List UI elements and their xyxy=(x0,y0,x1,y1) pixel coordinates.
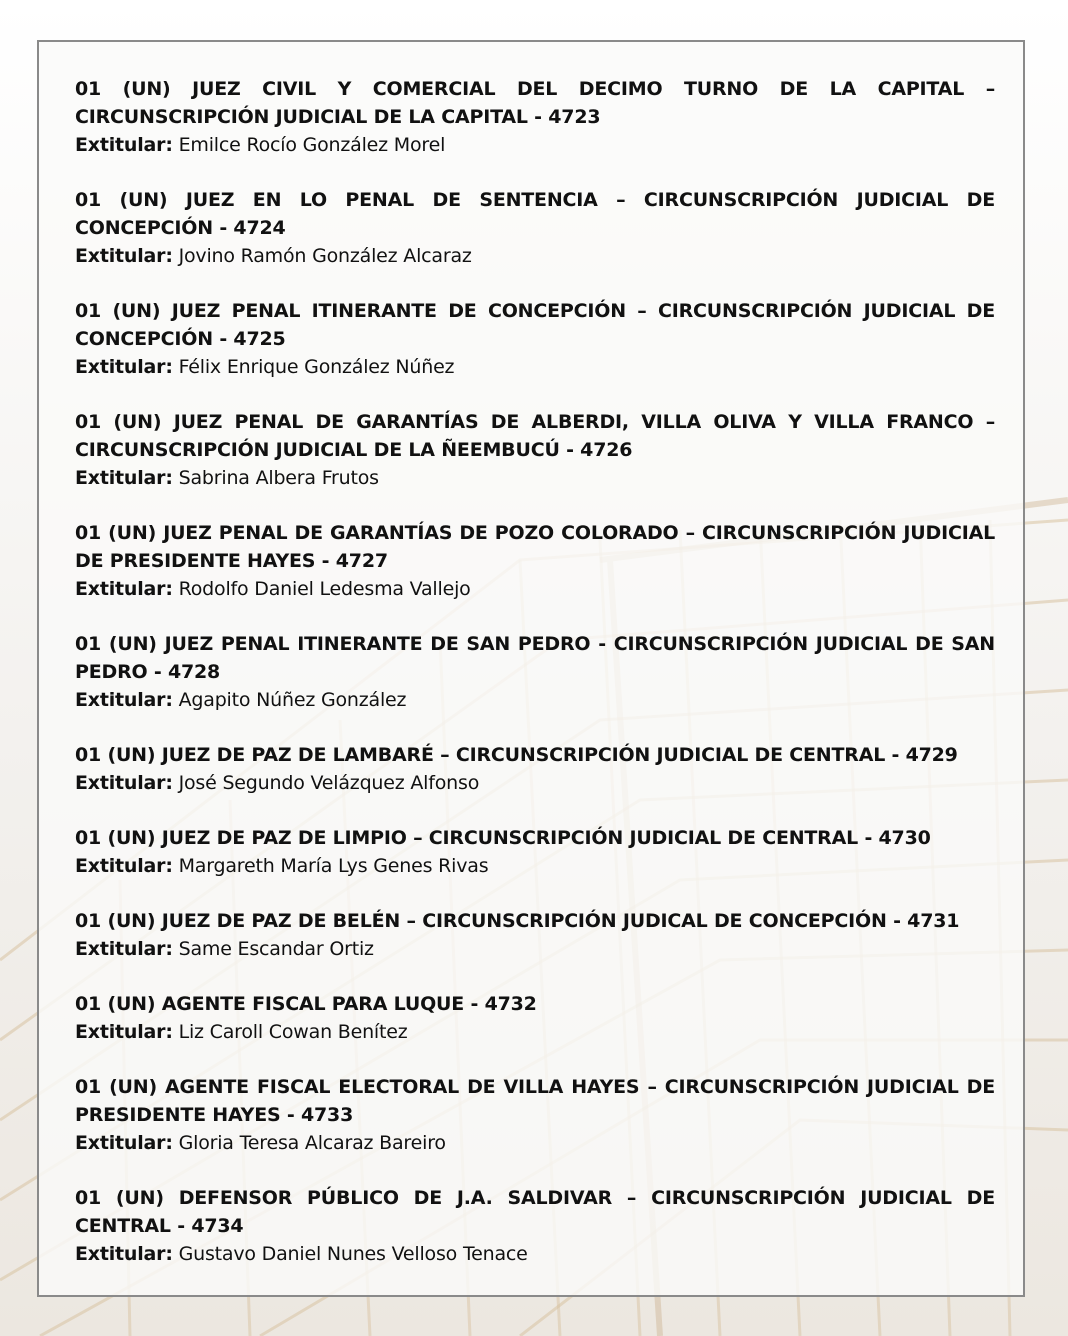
former-holder-line xyxy=(75,1129,995,1157)
entry-list xyxy=(75,75,995,1295)
list-item xyxy=(75,75,995,159)
position-title: 01 (UN) JUEZ DE PAZ DE LAMBARÉ – CIRCUNSCRIPCIÓN JUDICIAL DE CENTRAL - 4729 xyxy=(75,744,958,766)
position-title: 01 (UN) JUEZ DE PAZ DE BELÉN – CIRCUNSCRIPCIÓN JUDICAL DE CONCEPCIÓN - 4731 xyxy=(75,910,960,932)
former-holder-name: Gloria Teresa Alcaraz Bareiro xyxy=(178,1132,446,1154)
former-holder-line xyxy=(75,131,995,159)
former-holder-name: Rodolfo Daniel Ledesma Vallejo xyxy=(178,578,471,600)
list-item xyxy=(75,1073,995,1157)
former-holder-name: Liz Caroll Cowan Benítez xyxy=(178,1021,408,1043)
position-title: 01 (UN) JUEZ PENAL DE GARANTÍAS DE POZO COLORADO – CIRCUNSCRIPCIÓN JUDICIAL DE PRESIDENTE HAYES - 4727 xyxy=(75,522,995,572)
former-holder-label: Extitular: xyxy=(75,855,173,877)
former-holder-label: Extitular: xyxy=(75,1021,173,1043)
former-holder-label: Extitular: xyxy=(75,1132,173,1154)
former-holder-line xyxy=(75,769,995,797)
list-item xyxy=(75,907,995,963)
former-holder-label: Extitular: xyxy=(75,938,173,960)
list-item xyxy=(75,1184,995,1268)
former-holder-line xyxy=(75,1018,995,1046)
position-title: 01 (UN) JUEZ DE PAZ DE LIMPIO – CIRCUNSCRIPCIÓN JUDICIAL DE CENTRAL - 4730 xyxy=(75,827,931,849)
list-item xyxy=(75,408,995,492)
list-item xyxy=(75,990,995,1046)
former-holder-label: Extitular: xyxy=(75,245,173,267)
list-item xyxy=(75,741,995,797)
position-title: 01 (UN) JUEZ PENAL ITINERANTE DE SAN PEDRO - CIRCUNSCRIPCIÓN JUDICIAL DE SAN PEDRO - 4728 xyxy=(75,633,995,683)
position-title: 01 (UN) DEFENSOR PÚBLICO DE J.A. SALDIVAR – CIRCUNSCRIPCIÓN JUDICIAL DE CENTRAL - 4734 xyxy=(75,1187,995,1237)
former-holder-line xyxy=(75,464,995,492)
former-holder-line xyxy=(75,242,995,270)
announcement-panel xyxy=(37,40,1025,1297)
list-item xyxy=(75,824,995,880)
former-holder-line xyxy=(75,852,995,880)
former-holder-label: Extitular: xyxy=(75,772,173,794)
former-holder-name: Agapito Núñez González xyxy=(178,689,407,711)
list-item xyxy=(75,519,995,603)
former-holder-label: Extitular: xyxy=(75,134,173,156)
position-title: 01 (UN) AGENTE FISCAL PARA LUQUE - 4732 xyxy=(75,993,537,1015)
position-title: 01 (UN) JUEZ CIVIL Y COMERCIAL DEL DECIMO TURNO DE LA CAPITAL – CIRCUNSCRIPCIÓN JUDICIAL DE LA CAPITAL - 4723 xyxy=(75,78,995,128)
former-holder-line xyxy=(75,353,995,381)
former-holder-label: Extitular: xyxy=(75,1243,173,1265)
list-item xyxy=(75,297,995,381)
former-holder-name: José Segundo Velázquez Alfonso xyxy=(178,772,480,794)
former-holder-name: Margareth María Lys Genes Rivas xyxy=(178,855,489,877)
former-holder-name: Emilce Rocío González Morel xyxy=(178,134,446,156)
former-holder-name: Félix Enrique González Núñez xyxy=(178,356,455,378)
former-holder-name: Same Escandar Ortiz xyxy=(178,938,374,960)
former-holder-label: Extitular: xyxy=(75,689,173,711)
position-title: 01 (UN) JUEZ EN LO PENAL DE SENTENCIA – CIRCUNSCRIPCIÓN JUDICIAL DE CONCEPCIÓN - 4724 xyxy=(75,189,995,239)
former-holder-label: Extitular: xyxy=(75,356,173,378)
former-holder-name: Sabrina Albera Frutos xyxy=(178,467,379,489)
list-item xyxy=(75,186,995,270)
former-holder-label: Extitular: xyxy=(75,467,173,489)
former-holder-name: Jovino Ramón González Alcaraz xyxy=(178,245,472,267)
list-item xyxy=(75,630,995,714)
position-title: 01 (UN) AGENTE FISCAL ELECTORAL DE VILLA HAYES – CIRCUNSCRIPCIÓN JUDICIAL DE PRESIDENTE HAYES - 4733 xyxy=(75,1076,995,1126)
position-title: 01 (UN) JUEZ PENAL ITINERANTE DE CONCEPCIÓN – CIRCUNSCRIPCIÓN JUDICIAL DE CONCEPCIÓN - 4725 xyxy=(75,300,995,350)
former-holder-line xyxy=(75,686,995,714)
former-holder-line xyxy=(75,935,995,963)
former-holder-label: Extitular: xyxy=(75,578,173,600)
former-holder-line xyxy=(75,1240,995,1268)
former-holder-line xyxy=(75,575,995,603)
position-title: 01 (UN) JUEZ PENAL DE GARANTÍAS DE ALBERDI, VILLA OLIVA Y VILLA FRANCO – CIRCUNSCRIPCIÓN JUDICIAL DE LA ÑEEMBUCÚ - 4726 xyxy=(75,411,995,461)
former-holder-name: Gustavo Daniel Nunes Velloso Tenace xyxy=(178,1243,528,1265)
